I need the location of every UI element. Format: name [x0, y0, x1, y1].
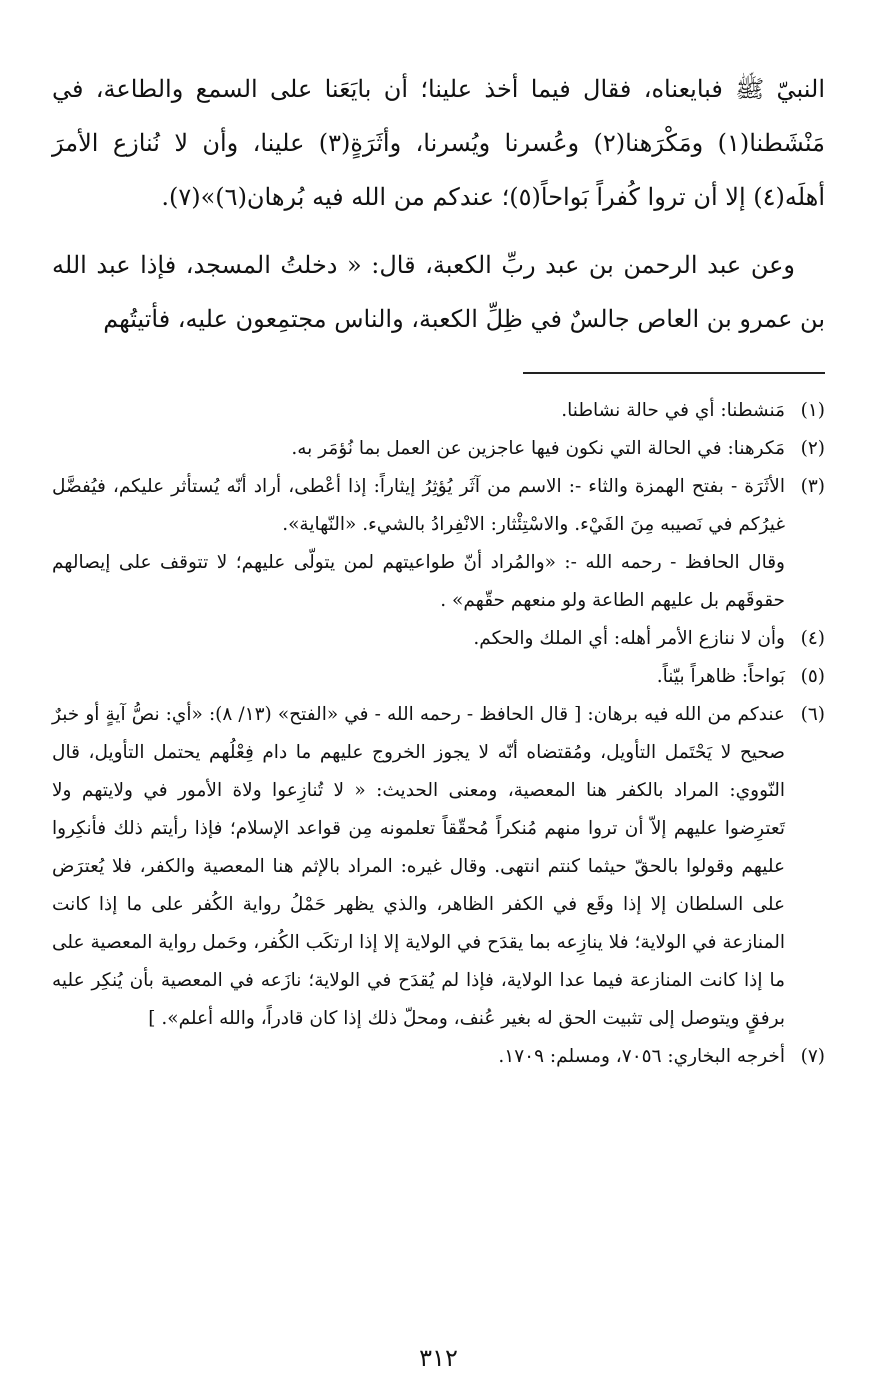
- footnote-number: (٧): [800, 1046, 825, 1067]
- footnote-text: وقال الحافظ - رحمه الله -: «والمُراد أنّ طواعيتهم لمن يتولّى عليهم؛ لا تتوقف على إيصالهم حقوقَهم بل عليهم الطاعة ولو منعهم حقّهم» .: [52, 552, 785, 611]
- footnote-text: بَواحاً: ظاهراً بيّناً.: [656, 666, 785, 687]
- footnote-number: (٥): [800, 666, 825, 687]
- footnote-text: أخرجه البخاري: ٧٠٥٦، ومسلم: ١٧٠٩.: [498, 1046, 785, 1067]
- document-page: [52, 62, 825, 1383]
- footnote-separator: [523, 372, 825, 374]
- footnote-number: (٢): [800, 438, 825, 459]
- footnote-number: (١): [800, 400, 825, 421]
- footnote-number: (٤): [800, 628, 825, 649]
- footnote-3: [52, 468, 825, 620]
- footnote-4: [52, 620, 825, 658]
- footnote-5: [52, 658, 825, 696]
- footnote-text: وأن لا ننازع الأمر أهله: أي الملك والحكم.: [473, 628, 785, 649]
- footnote-number: (٣): [800, 476, 825, 497]
- footnote-text: عندكم من الله فيه برهان: [ قال الحافظ - رحمه الله - في «الفتح» (١٣/ ٨): «أي: نصُّ آيةٍ أو خبرٌ صحيح لا يَحْتَمل التأويل، ومُقتضاه أنّه لا يجوز الخروج عليهم ما دام فِعْلُهم يحتمل التأويل، قال النّووي: المراد بالكفر هنا المعصية، ومعنى الحديث: « لا تُنازِعوا ولاة الأمور في ولايتهم ولا تَعترِضوا عليهم إلاّ أن تروا منهم مُنكراً مُحقّقاً تعلمونه مِن قواعد الإسلام؛ فإذا رأيتم ذلك فأنكِروا عليهم وقولوا بالحقّ حيثما كنتم انتهى. وقال غيره: المراد بالإثم هنا المعصية والكفر، فلا يُعترَض على السلطان إلا إذا وقَع في الكفر الظاهر، والذي يظهر حَمْلُ رواية الكُفر على ما إذا كانت المنازعة في الولاية؛ فلا ينازِعه بما يقدَح في الولاية إلا إذا ارتكَب الكُفر، وحَمل رواية المعصية على ما إذا كانت المنازعة فيما عدا الولاية، فإذا لم يُقدَح في الولاية؛ نازَعه في المعصية بأن يُنكِر عليه برفقٍ ويتوصل إلى تثبيت الحق له بغير عُنف، ومحلّ ذلك إذا كان قادراً، والله أعلم». ]: [52, 704, 785, 1029]
- page-number: ٣١٢: [419, 1344, 458, 1372]
- footnote-1: [52, 392, 825, 430]
- footnote-6: [52, 696, 825, 1038]
- footnotes-list: [52, 392, 825, 1076]
- footnote-2: [52, 430, 825, 468]
- body-paragraph-2: وعن عبد الرحمن بن عبد ربِّ الكعبة، قال: « دخلتُ المسجد، فإذا عبد الله بن عمرو بن العاص جالسٌ في ظِلِّ الكعبة، والناس مجتمِعون عليه، فأتيتُهم: [52, 251, 825, 333]
- footnote-text: مَكرهنا: في الحالة التي نكون فيها عاجزين عن العمل بما نُؤمَر به.: [291, 438, 785, 459]
- footnote-number: (٦): [800, 704, 825, 725]
- footnote-7: [52, 1038, 825, 1076]
- body-paragraph-1: النبيّ ﷺ فبايعناه، فقال فيما أخذ علينا؛ أن بايَعَنا على السمع والطاعة، في مَنْشَطنا(١) ومَكْرَهنا(٢) وعُسرنا ويُسرنا، وأثَرَةٍ(٣) علينا، وأن لا نُنازع الأمرَ أهلَه(٤) إلا أن تروا كُفراً بَواحاً(٥)؛ عندكم من الله فيه بُرهان(٦)»(٧).: [52, 75, 825, 211]
- footnote-text: الأثَرَة - بفتح الهمزة والثاء -: الاسم من آثَر يُؤثِرُ إيثاراً: إذا أعْطى، أراد أنّه يُستأثر عليكم، فيُفضَّل غيرُكم في نَصيبه مِنَ الفَيْء. والاسْتِئْثار: الانْفِرادُ بالشيء. «النّهاية».: [52, 476, 785, 535]
- footnote-text: مَنشطنا: أي في حالة نشاطنا.: [561, 400, 785, 421]
